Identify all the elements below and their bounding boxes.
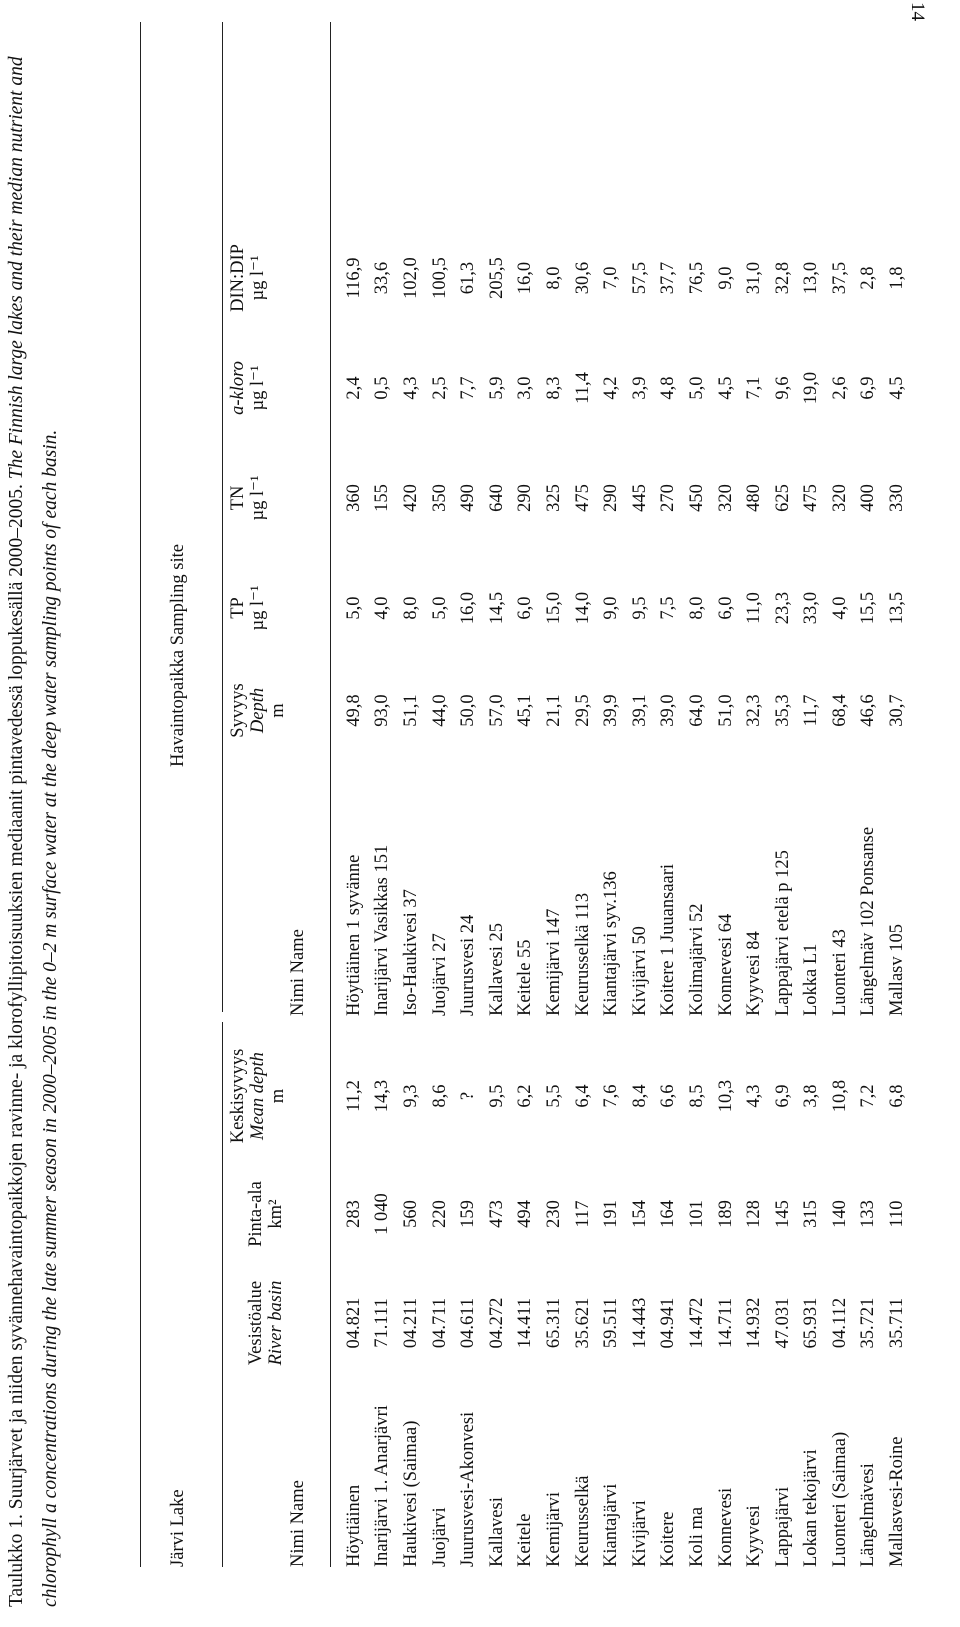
tn-cell: 445 (629, 484, 650, 512)
tn-cell: 320 (829, 484, 850, 512)
header-area (246, 1164, 286, 1264)
tp-cell: 4,0 (829, 596, 850, 620)
lake-name-cell: Kivijärvi (629, 1500, 650, 1567)
lakes-table-body (340, 223, 912, 1567)
header-tn-unit: µg l⁻¹ (248, 475, 268, 521)
header-chl-unit: µg l⁻¹ (248, 365, 268, 411)
area-cell: 473 (486, 1200, 507, 1228)
site-name-cell: Konnevesi 64 (715, 913, 736, 1016)
mean-depth-cell: 10,3 (715, 1079, 736, 1113)
table-row (426, 223, 455, 1567)
tp-cell: 14,0 (572, 591, 593, 625)
table-row (740, 223, 769, 1567)
din-dip-cell: 205,5 (486, 257, 507, 299)
depth-cell: 35,3 (772, 694, 793, 727)
lake-name-cell: Mallasvesi-Roine (887, 1436, 908, 1567)
mean-depth-cell: 8,5 (686, 1084, 707, 1108)
tp-cell: 11,0 (744, 592, 765, 624)
river-basin-cell: 14.443 (629, 1297, 650, 1349)
chlorophyll-cell: 2,4 (343, 376, 364, 400)
site-name-cell: Koitere 1 Juuansaari (658, 863, 679, 1016)
tn-cell: 640 (486, 484, 507, 512)
lake-name-cell: Höytiäinen (343, 1484, 364, 1567)
tp-cell: 6,0 (715, 596, 736, 620)
river-basin-cell: 04.211 (400, 1297, 421, 1349)
area-cell: 283 (343, 1200, 364, 1228)
mean-depth-cell: 5,5 (543, 1084, 564, 1108)
caption-english: The Finnish large lakes and their median nutrient and chlorophyll a concentrations during the late summer season in 2000–2005 in the 0–2 m surface water at the deep water sampling points of each basin. (6, 56, 61, 1607)
header-basin-en: River basin (266, 1280, 286, 1366)
tn-cell: 490 (458, 484, 479, 512)
tn-cell: 475 (801, 484, 822, 512)
river-basin-cell: 04.112 (829, 1297, 850, 1349)
tp-cell: 4,0 (372, 596, 393, 620)
tn-cell: 625 (772, 484, 793, 512)
mean-depth-cell: 11,2 (343, 1080, 364, 1112)
header-depth (228, 663, 288, 758)
tn-cell: 270 (658, 484, 679, 512)
depth-cell: 68,4 (829, 694, 850, 727)
header-tp (228, 553, 268, 663)
area-cell: 145 (772, 1200, 793, 1228)
tp-cell: 13,5 (887, 591, 908, 625)
chlorophyll-cell: 4,2 (601, 376, 622, 400)
chlorophyll-cell: 4,5 (715, 376, 736, 400)
chlorophyll-cell: 19,0 (801, 371, 822, 405)
river-basin-cell: 04.272 (486, 1297, 507, 1349)
chlorophyll-cell: 8,3 (543, 376, 564, 400)
header-basin (246, 1264, 286, 1382)
area-cell: 101 (686, 1200, 707, 1228)
header-tn-label: TN (228, 485, 248, 511)
area-cell: 189 (715, 1200, 736, 1228)
river-basin-cell: 04.941 (658, 1297, 679, 1349)
din-dip-cell: 16,0 (515, 261, 536, 295)
chlorophyll-cell: 3,0 (515, 376, 536, 400)
tn-cell: 290 (601, 484, 622, 512)
tp-cell: 7,5 (658, 596, 679, 620)
table-row (397, 223, 426, 1567)
depth-cell: 39,1 (629, 694, 650, 727)
tp-cell: 8,0 (686, 596, 707, 620)
mean-depth-cell: 10,8 (829, 1079, 850, 1113)
river-basin-cell: 14.411 (515, 1297, 536, 1349)
lake-name-cell: Koitere (658, 1511, 679, 1567)
site-name-cell: Kolimajärvi 52 (686, 903, 707, 1016)
header-tp-unit: µg l⁻¹ (248, 585, 268, 631)
depth-cell: 45,1 (515, 694, 536, 727)
lake-name-cell: Juojärvi (429, 1507, 450, 1567)
river-basin-cell: 35.621 (572, 1297, 593, 1349)
river-basin-cell: 14.932 (744, 1297, 765, 1349)
site-name-cell: Kiantajärvi syv.136 (601, 871, 622, 1016)
lakes-table (340, 223, 912, 1567)
table-row (483, 223, 512, 1567)
mean-depth-cell: 9,5 (486, 1084, 507, 1108)
site-name-cell: Lokka L1 (801, 943, 822, 1016)
site-name-cell: Kemijärvi 147 (543, 908, 564, 1016)
tp-cell: 23,3 (772, 591, 793, 625)
chlorophyll-cell: 4,8 (658, 376, 679, 400)
site-name-cell: Keurusselkä 113 (572, 892, 593, 1016)
area-cell: 230 (543, 1200, 564, 1228)
area-cell: 494 (515, 1200, 536, 1228)
table-top-rule (140, 22, 141, 1567)
tn-cell: 475 (572, 484, 593, 512)
tp-cell: 15,0 (543, 591, 564, 625)
caption-finnish: Taulukko 1. Suurjärvet ja niiden syvännehavaintopaikkojen ravinne- ja klorofyllipitoisuuksien mediaanit pintavedessä loppukesällä 2000–2005. (6, 484, 27, 1607)
header-mean-en: Mean depth (248, 1052, 268, 1140)
depth-cell: 50,0 (458, 694, 479, 727)
header-area-fi: Pinta-ala (246, 1181, 266, 1247)
header-din-dip (228, 223, 268, 333)
table-row (826, 223, 855, 1567)
site-group-rule (222, 22, 223, 1012)
header-depth-unit: m (268, 703, 288, 718)
area-cell: 1 040 (372, 1193, 393, 1235)
depth-cell: 93,0 (372, 694, 393, 727)
site-name-cell: Luonteri 43 (829, 929, 850, 1016)
table-row (540, 223, 569, 1567)
header-dindip-unit: µg l⁻¹ (248, 255, 268, 301)
lake-name-cell: Koli ma (686, 1506, 707, 1567)
area-cell: 220 (429, 1200, 450, 1228)
area-cell: 110 (887, 1200, 908, 1228)
lake-name-cell: Lappajärvi (772, 1486, 793, 1567)
area-cell: 117 (572, 1200, 593, 1228)
tp-cell: 9,0 (601, 596, 622, 620)
lake-name-cell: Keurusselkä (572, 1475, 593, 1567)
table-row (855, 223, 884, 1567)
din-dip-cell: 57,5 (629, 261, 650, 295)
mean-depth-cell: 6,4 (572, 1084, 593, 1108)
lake-name-cell: Kemijärvi (543, 1491, 564, 1567)
area-cell: 133 (858, 1200, 879, 1228)
table-row (655, 223, 684, 1567)
table-row (340, 223, 369, 1567)
din-dip-cell: 116,9 (343, 257, 364, 299)
chlorophyll-cell: 6,9 (858, 376, 879, 400)
tp-cell: 16,0 (458, 591, 479, 625)
page-number: 14 (907, 2, 928, 21)
depth-cell: 21,1 (543, 694, 564, 727)
depth-cell: 30,7 (887, 694, 908, 727)
header-site-name: Nimi Name (288, 929, 308, 1016)
area-cell: 140 (829, 1200, 850, 1228)
tp-cell: 5,0 (343, 596, 364, 620)
mean-depth-cell: 7,6 (601, 1084, 622, 1108)
din-dip-cell: 13,0 (801, 261, 822, 295)
area-cell: 128 (744, 1200, 765, 1228)
header-tp-label: TP (228, 597, 248, 619)
header-depth-en: Depth (248, 687, 268, 734)
site-name-cell: Kivijärvi 50 (629, 926, 650, 1016)
chlorophyll-cell: 11,4 (572, 372, 593, 404)
table-row (769, 223, 798, 1567)
depth-cell: 39,0 (658, 694, 679, 727)
din-dip-cell: 76,5 (686, 261, 707, 295)
depth-cell: 51,1 (400, 694, 421, 727)
mean-depth-cell: 6,6 (658, 1084, 679, 1108)
river-basin-cell: 71.111 (372, 1298, 393, 1348)
site-name-cell: Lappajärvi etelä p 125 (772, 850, 793, 1016)
tn-cell: 320 (715, 484, 736, 512)
depth-cell: 11,7 (801, 694, 822, 727)
header-bottom-rule (330, 22, 331, 1567)
chlorophyll-cell: 2,5 (429, 376, 450, 400)
tn-cell: 480 (744, 484, 765, 512)
table-row (626, 223, 655, 1567)
river-basin-cell: 65.311 (543, 1297, 564, 1349)
river-basin-cell: 14.472 (686, 1297, 707, 1349)
header-tn (228, 443, 268, 553)
tn-cell: 420 (400, 484, 421, 512)
din-dip-cell: 100,5 (429, 257, 450, 299)
table-row (512, 223, 541, 1567)
group-header-site: Havaintopaikka Sampling site (168, 544, 188, 767)
area-cell: 164 (658, 1200, 679, 1228)
din-dip-cell: 8,0 (543, 266, 564, 290)
table-row (569, 223, 598, 1567)
depth-cell: 51,0 (715, 694, 736, 727)
depth-cell: 57,0 (486, 694, 507, 727)
mean-depth-cell: 6,9 (772, 1084, 793, 1108)
site-name-cell: Höytiäinen 1 syvänne (343, 854, 364, 1016)
river-basin-cell: 47.031 (772, 1297, 793, 1349)
table-row (712, 223, 741, 1567)
din-dip-cell: 33,6 (372, 261, 393, 295)
tn-cell: 330 (887, 484, 908, 512)
chlorophyll-cell: 7,1 (744, 376, 765, 400)
chlorophyll-cell: 5,9 (486, 376, 507, 400)
chlorophyll-cell: 4,3 (400, 376, 421, 400)
depth-cell: 46,6 (858, 694, 879, 727)
table-row (798, 223, 827, 1567)
tn-cell: 400 (858, 484, 879, 512)
chlorophyll-cell: 3,9 (629, 376, 650, 400)
lake-name-cell: Kyyvesi (744, 1505, 765, 1567)
lake-name-cell: Kallavesi (486, 1497, 507, 1567)
river-basin-cell: 04.611 (458, 1297, 479, 1349)
header-mean-depth (228, 1028, 288, 1164)
din-dip-cell: 1,8 (887, 266, 908, 290)
site-name-cell: Kyyvesi 84 (744, 931, 765, 1016)
chlorophyll-cell: 2,6 (829, 376, 850, 400)
mean-depth-cell: 3,8 (801, 1084, 822, 1108)
site-name-cell: Keitele 55 (515, 939, 536, 1016)
chlorophyll-cell: 4,5 (887, 376, 908, 400)
river-basin-cell: 04.711 (429, 1297, 450, 1349)
depth-cell: 32,3 (744, 694, 765, 727)
tn-cell: 360 (343, 484, 364, 512)
river-basin-cell: 35.711 (887, 1297, 908, 1349)
header-lake-name: Nimi Name (288, 1480, 308, 1567)
tn-cell: 450 (686, 484, 707, 512)
din-dip-cell: 30,6 (572, 261, 593, 295)
tp-cell: 9,5 (629, 596, 650, 620)
depth-cell: 29,5 (572, 694, 593, 727)
mean-depth-cell: 7,2 (858, 1084, 879, 1108)
tp-cell: 15,5 (858, 591, 879, 625)
site-name-cell: Iso-Haukivesi 37 (400, 889, 421, 1016)
river-basin-cell: 04.821 (343, 1297, 364, 1349)
din-dip-cell: 37,5 (829, 261, 850, 295)
tn-cell: 155 (372, 484, 393, 512)
chlorophyll-cell: 7,7 (458, 376, 479, 400)
chlorophyll-cell: 0,5 (372, 376, 393, 400)
header-chlorophyll (228, 333, 268, 443)
site-name-cell: Juurusvesi 24 (458, 914, 479, 1016)
din-dip-cell: 32,8 (772, 261, 793, 295)
lake-name-cell: Kiantajärvi (601, 1483, 622, 1567)
tp-cell: 8,0 (400, 596, 421, 620)
tn-cell: 290 (515, 484, 536, 512)
lake-group-rule (222, 1022, 223, 1567)
tp-cell: 14,5 (486, 591, 507, 625)
depth-cell: 44,0 (429, 694, 450, 727)
table-row (454, 223, 483, 1567)
header-depth-fi: Syvyys (228, 683, 248, 738)
header-chl-label: a-kloro (228, 361, 248, 415)
river-basin-cell: 14.711 (715, 1297, 736, 1349)
mean-depth-cell: 9,3 (400, 1084, 421, 1108)
area-cell: 315 (801, 1200, 822, 1228)
din-dip-cell: 2,8 (858, 266, 879, 290)
din-dip-cell: 37,7 (658, 261, 679, 295)
lake-name-cell: Luonteri (Saimaa) (829, 1431, 850, 1567)
river-basin-cell: 35.721 (858, 1297, 879, 1349)
din-dip-cell: 9,0 (715, 266, 736, 290)
tn-cell: 350 (429, 484, 450, 512)
area-cell: 159 (458, 1200, 479, 1228)
depth-cell: 39,9 (601, 694, 622, 727)
table-row (369, 223, 398, 1567)
mean-depth-cell: 6,2 (515, 1084, 536, 1108)
mean-depth-cell: 4,3 (744, 1084, 765, 1108)
din-dip-cell: 7,0 (601, 266, 622, 290)
site-name-cell: Inarijärvi Vasikkas 151 (372, 844, 393, 1016)
depth-cell: 49,8 (343, 694, 364, 727)
tn-cell: 325 (543, 484, 564, 512)
lake-name-cell: Juurusvesi-Akonvesi (458, 1411, 479, 1567)
table-caption (0, 27, 68, 1607)
chlorophyll-cell: 9,6 (772, 376, 793, 400)
lake-name-cell: Längelmävesi (858, 1463, 879, 1567)
site-name-cell: Kallavesi 25 (486, 923, 507, 1016)
mean-depth-cell: 8,6 (429, 1084, 450, 1108)
lake-name-cell: Konnevesi (715, 1487, 736, 1567)
header-mean-fi: Keskisyvyys (228, 1048, 248, 1144)
table-row (683, 223, 712, 1567)
area-cell: 154 (629, 1200, 650, 1228)
mean-depth-cell: 14,3 (372, 1079, 393, 1113)
site-name-cell: Längelmäv 102 Ponsanse (858, 826, 879, 1016)
din-dip-cell: 31,0 (744, 261, 765, 295)
lake-name-cell: Keitele (515, 1513, 536, 1567)
site-name-cell: Mallasv 105 (887, 924, 908, 1016)
mean-depth-cell: 6,8 (887, 1084, 908, 1108)
header-mean-unit: m (268, 1088, 288, 1104)
chlorophyll-cell: 5,0 (686, 376, 707, 400)
area-cell: 191 (601, 1200, 622, 1228)
depth-cell: 64,0 (686, 694, 707, 727)
din-dip-cell: 61,3 (458, 261, 479, 295)
mean-depth-cell: ? (458, 1091, 479, 1101)
tp-cell: 33,0 (801, 591, 822, 625)
table-row (883, 223, 912, 1567)
river-basin-cell: 65.931 (801, 1297, 822, 1349)
area-cell: 560 (400, 1200, 421, 1228)
header-basin-fi: Vesistöalue (246, 1280, 266, 1366)
mean-depth-cell: 8,4 (629, 1084, 650, 1108)
lake-name-cell: Haukivesi (Saimaa) (400, 1420, 421, 1567)
header-area-unit: km² (266, 1199, 286, 1229)
header-dindip-label: DIN:DIP (228, 244, 248, 312)
din-dip-cell: 102,0 (400, 257, 421, 299)
site-name-cell: Juojärvi 27 (429, 933, 450, 1016)
river-basin-cell: 59.511 (601, 1297, 622, 1349)
tp-cell: 6,0 (515, 596, 536, 620)
lake-name-cell: Lokan tekojärvi (801, 1449, 822, 1567)
table-row (597, 223, 626, 1567)
group-header-lake: Järvi Lake (168, 1489, 188, 1567)
lake-name-cell: Inarijärvi 1. Anarjävri (372, 1405, 393, 1567)
tp-cell: 5,0 (429, 596, 450, 620)
